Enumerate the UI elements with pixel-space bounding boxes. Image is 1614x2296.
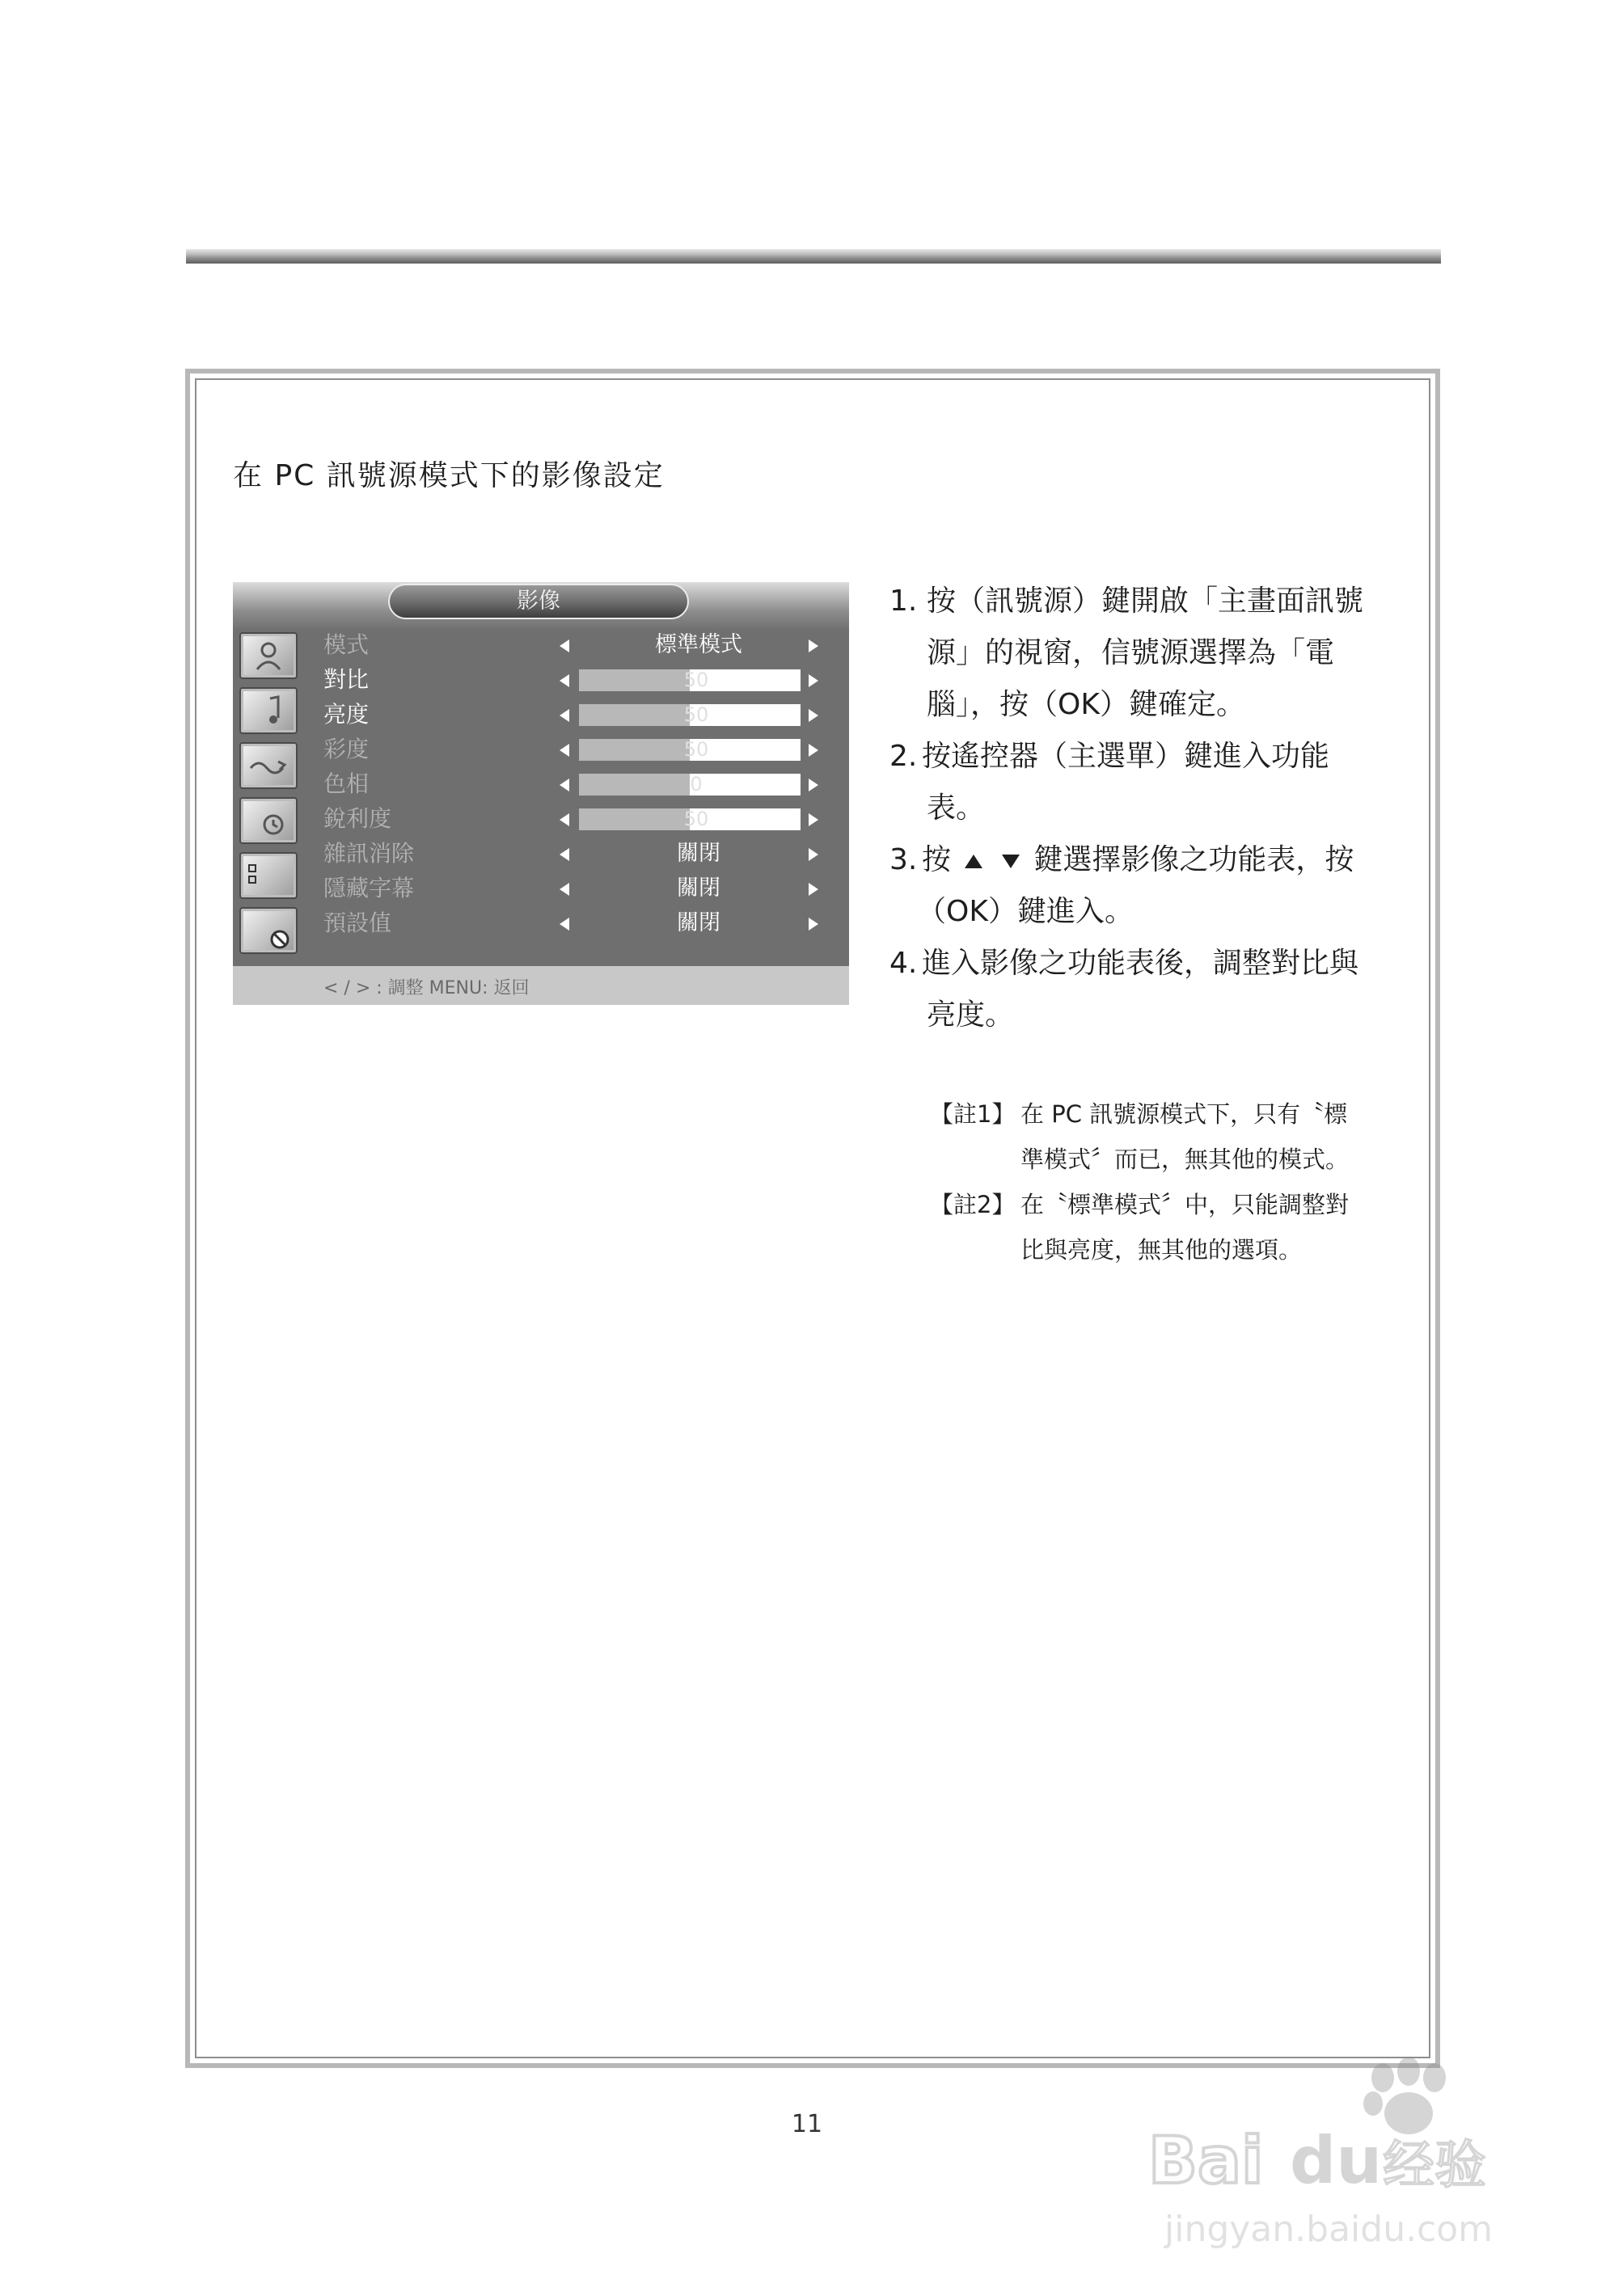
- osd-picture-menu: [233, 582, 849, 1005]
- left-arrow-icon[interactable]: [560, 674, 569, 687]
- osd-footer: [233, 966, 849, 1005]
- osd-row-value: 標準模式: [655, 632, 742, 657]
- osd-row-brightness[interactable]: [323, 699, 841, 731]
- right-arrow-icon[interactable]: [809, 848, 818, 861]
- osd-row-value: 關閉: [677, 910, 720, 935]
- osd-row-contrast[interactable]: [323, 664, 841, 696]
- slider-value: 50: [683, 703, 709, 726]
- note-1-tag: 【註1】: [930, 1100, 1016, 1128]
- osd-row-saturation[interactable]: [323, 733, 841, 766]
- osd-row-label: 雜訊消除: [323, 840, 415, 867]
- osd-row-label: 亮度: [323, 701, 370, 728]
- right-arrow-icon[interactable]: [809, 674, 818, 687]
- slider-value: 0: [690, 773, 703, 796]
- note-2-text-cont: 比與亮度，無其他的選項。: [1020, 1236, 1303, 1264]
- osd-row-label: 預設值: [323, 910, 392, 936]
- left-arrow-icon[interactable]: [560, 813, 569, 826]
- left-arrow-icon[interactable]: [560, 779, 569, 791]
- hue-slider[interactable]: [579, 774, 801, 796]
- left-arrow-icon[interactable]: [560, 709, 569, 722]
- header-rule: [186, 249, 1441, 264]
- page-number: 11: [791, 2110, 823, 2138]
- right-arrow-icon[interactable]: [809, 779, 818, 791]
- note-1-text-cont: 準模式〞而已，無其他的模式。: [1020, 1146, 1350, 1173]
- osd-row-label: 彩度: [323, 736, 370, 762]
- right-arrow-icon[interactable]: [809, 744, 818, 757]
- restrict-icon: [239, 907, 298, 954]
- left-arrow-icon[interactable]: [560, 744, 569, 757]
- osd-footer-hint: < / > : 調整 MENU: 返回: [323, 978, 530, 998]
- svg-text:jingyan.baidu.com: jingyan.baidu.com: [1164, 2209, 1494, 2250]
- sound-icon: [239, 687, 298, 734]
- osd-row-label: 模式: [323, 631, 370, 658]
- osd-row-label: 對比: [323, 666, 370, 693]
- contrast-slider[interactable]: [579, 669, 801, 691]
- osd-row-label: 銳利度: [323, 805, 392, 832]
- osd-menu-title: 影像: [388, 584, 689, 619]
- picture-icon: [239, 632, 298, 679]
- slider-value: 50: [683, 808, 709, 830]
- svg-text:du: du: [1290, 2123, 1383, 2198]
- right-arrow-icon[interactable]: [809, 639, 818, 652]
- up-arrow-icon: [965, 855, 982, 868]
- svg-text:经验: 经验: [1383, 2136, 1486, 2196]
- brightness-slider[interactable]: [579, 704, 801, 726]
- osd-row-closed-caption[interactable]: [323, 872, 841, 905]
- osd-row-value: 關閉: [677, 841, 720, 866]
- osd-row-noise-reduction[interactable]: [323, 838, 841, 870]
- baidu-watermark-logo: [1116, 2053, 1536, 2296]
- lock-icon: [239, 852, 298, 899]
- saturation-slider[interactable]: [579, 739, 801, 761]
- right-arrow-icon[interactable]: [809, 918, 818, 931]
- slider-value: 50: [683, 738, 709, 761]
- note-2-tag: 【註2】: [930, 1191, 1016, 1218]
- slider-value: 50: [683, 669, 709, 691]
- right-arrow-icon[interactable]: [809, 883, 818, 896]
- right-arrow-icon[interactable]: [809, 813, 818, 826]
- osd-row-label: 色相: [323, 770, 370, 797]
- svg-text:Bai: Bai: [1148, 2123, 1264, 2198]
- note-2-text: 在〝標準模式〞中，只能調整對: [1020, 1191, 1350, 1218]
- section-title: 在 PC 訊號源模式下的影像設定: [233, 459, 665, 492]
- osd-row-sharpness[interactable]: [323, 803, 841, 835]
- osd-row-mode[interactable]: [323, 629, 841, 661]
- note-1-text: 在 PC 訊號源模式下，只有〝標: [1020, 1100, 1348, 1128]
- left-arrow-icon[interactable]: [560, 639, 569, 652]
- time-icon: [239, 797, 298, 844]
- left-arrow-icon[interactable]: [560, 883, 569, 896]
- right-arrow-icon[interactable]: [809, 709, 818, 722]
- left-arrow-icon[interactable]: [560, 918, 569, 931]
- down-arrow-icon: [1002, 855, 1020, 868]
- osd-row-reset[interactable]: [323, 907, 841, 939]
- setup-icon: [239, 742, 298, 789]
- left-arrow-icon[interactable]: [560, 848, 569, 861]
- osd-row-value: 關閉: [677, 876, 720, 901]
- osd-row-hue[interactable]: [323, 768, 841, 800]
- sharpness-slider[interactable]: [579, 808, 801, 830]
- osd-row-label: 隱藏字幕: [323, 875, 415, 901]
